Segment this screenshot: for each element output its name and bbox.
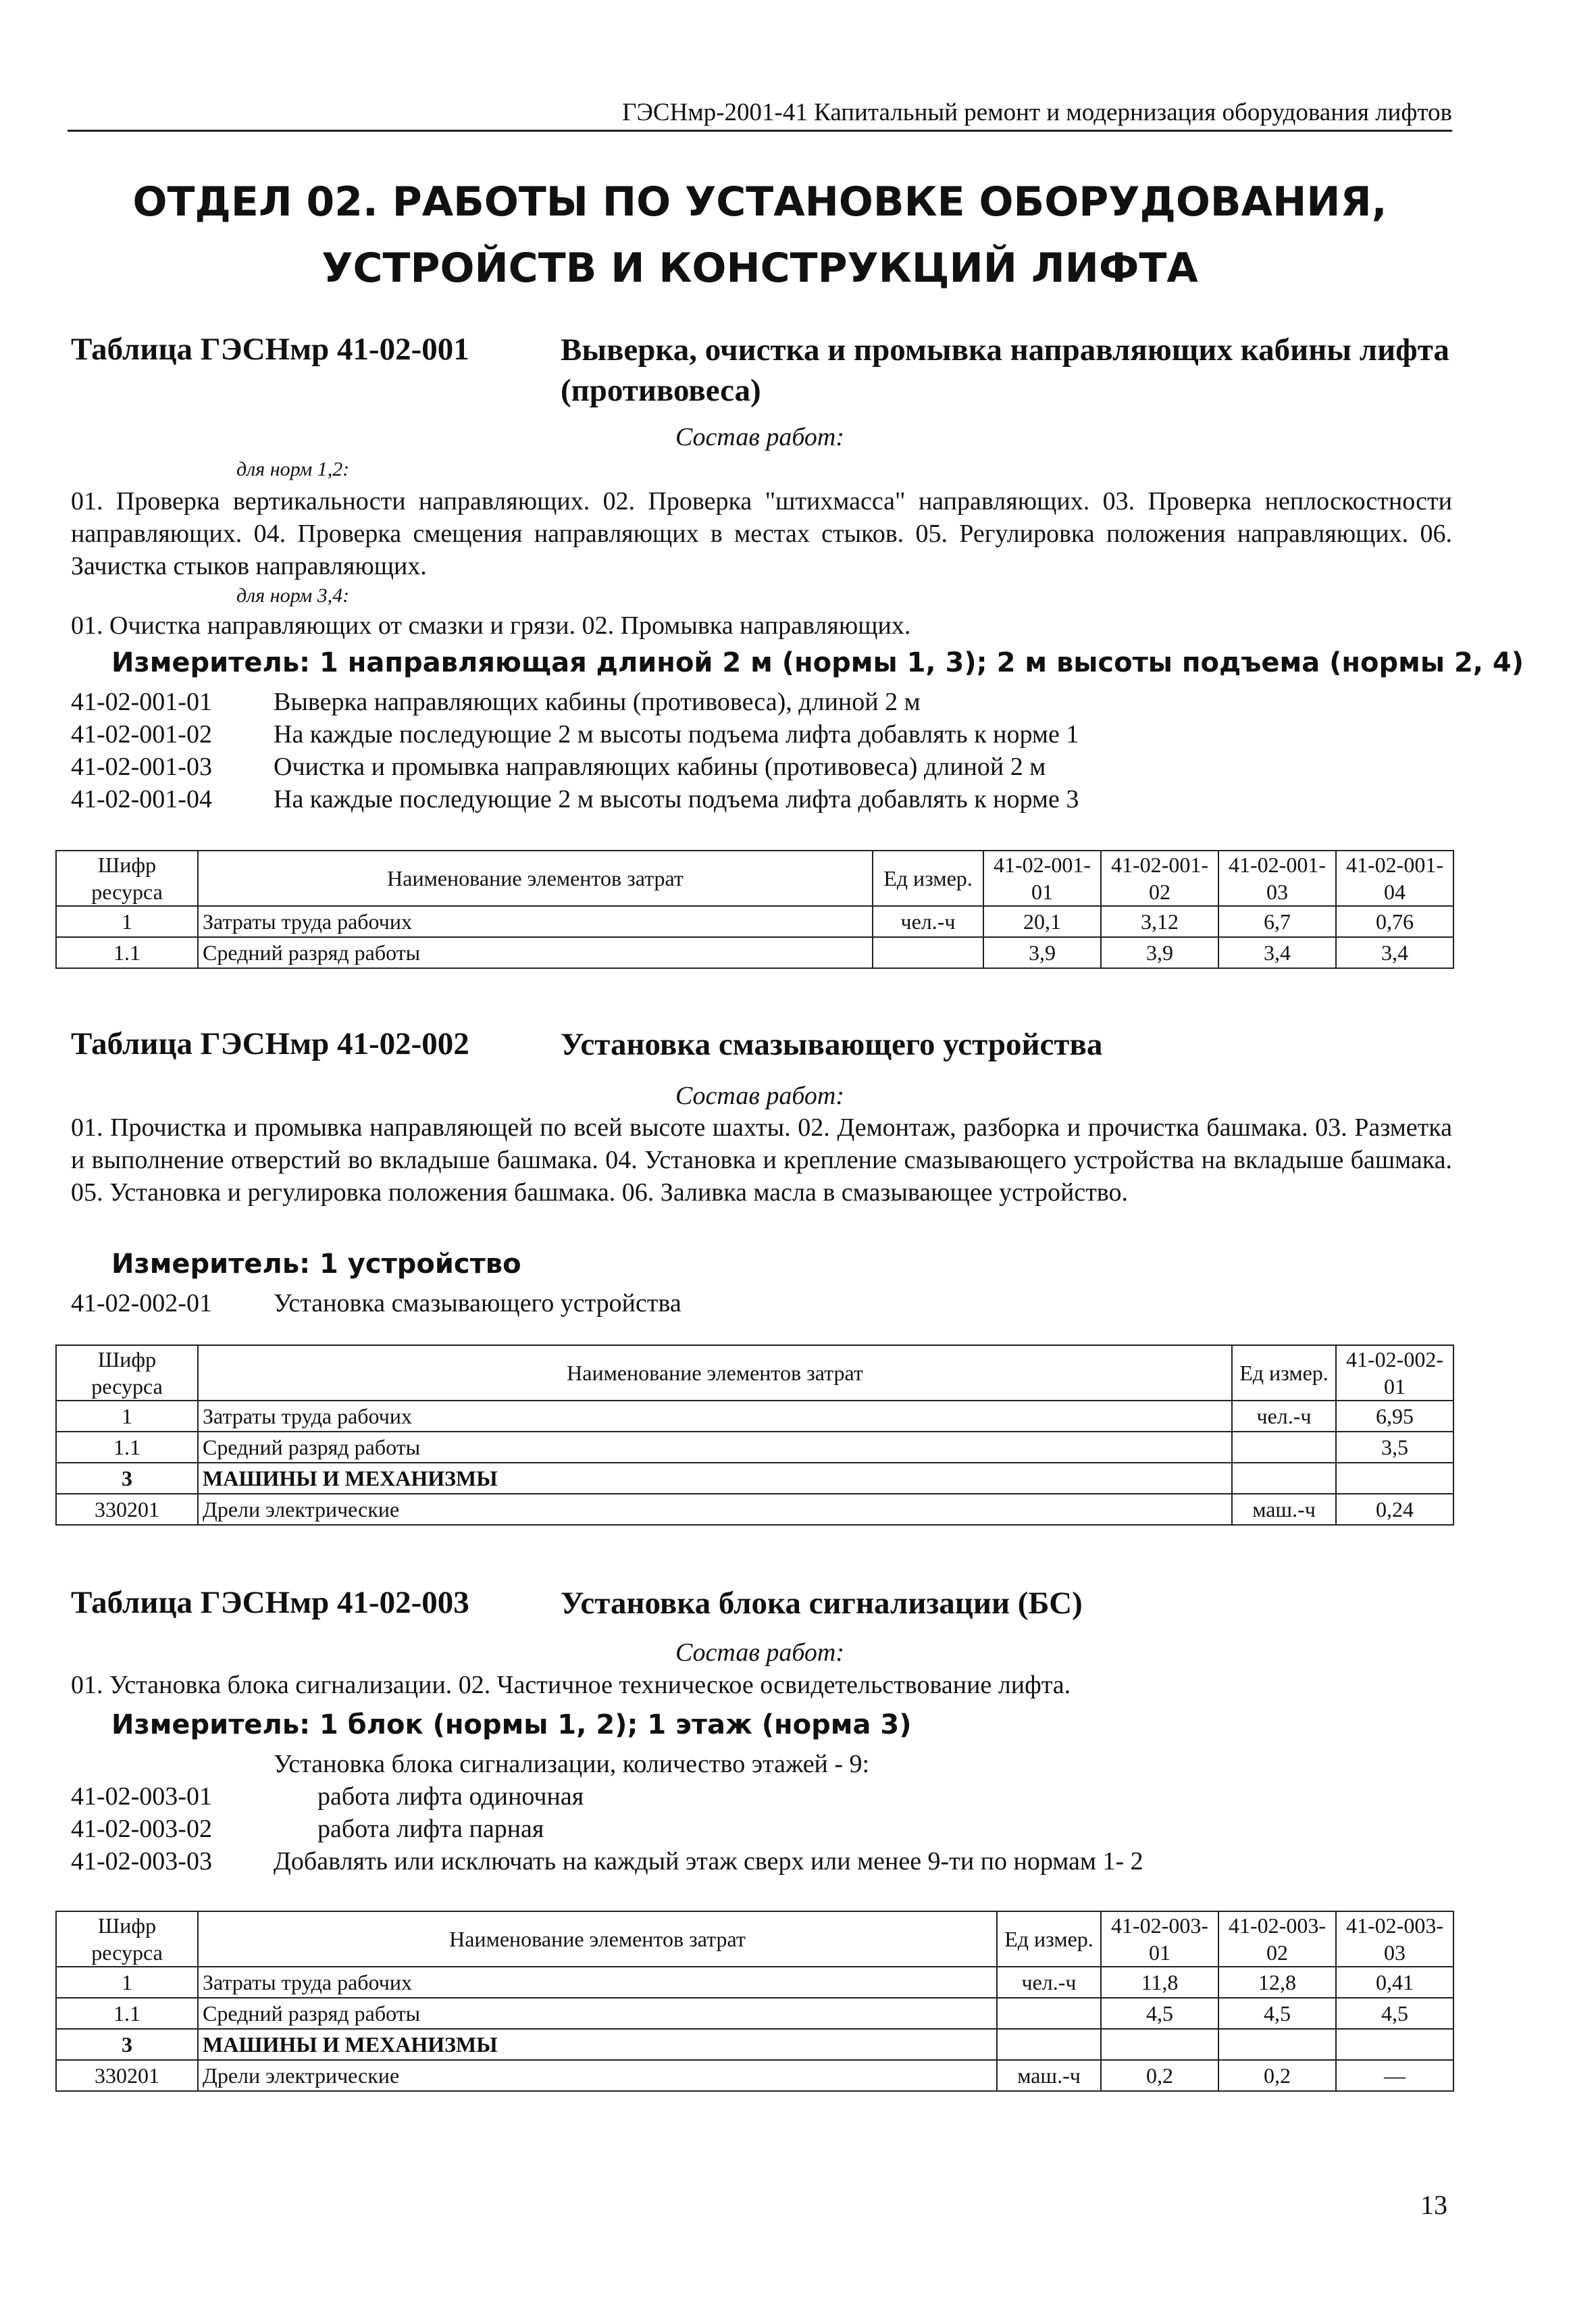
header-col: 41-02-003-01: [1101, 1911, 1218, 1967]
header-name: Наименование элементов затрат: [198, 851, 873, 906]
norm-row: [71, 751, 1046, 783]
row-name: Затраты труда рабочих: [198, 1967, 997, 1998]
header-unit: Ед измер.: [997, 1911, 1101, 1967]
norm-text: На каждые последующие 2 м высоты подъема лифта добавлять к норме 3: [274, 785, 1079, 813]
section-title: [68, 169, 1452, 301]
norm-row: [71, 783, 1079, 815]
resource-table-1: [55, 850, 1454, 969]
table-row: [56, 1463, 1453, 1494]
table-row: [56, 937, 1453, 968]
row-value: 3,9: [1101, 937, 1218, 968]
row-code: 1.1: [56, 937, 198, 968]
row-unit: чел.-ч: [873, 906, 983, 937]
row-unit: [997, 1998, 1101, 2029]
row-code: 1: [56, 1401, 198, 1432]
row-code: 330201: [56, 2060, 198, 2091]
norm-row: [71, 1287, 681, 1319]
section-title-line1: ОТДЕЛ 02. РАБОТЫ ПО УСТАНОВКЕ ОБОРУДОВАНИЯ,: [132, 178, 1387, 226]
header-col: 41-02-001-03: [1218, 851, 1336, 906]
row-value: 0,2: [1218, 2060, 1336, 2091]
table3-works: 01. Установка блока сигнализации. 02. Частичное техническое освидетельствование лифта.: [71, 1671, 1071, 1699]
header-code: Шифр ресурса: [56, 1345, 198, 1401]
row-code: 330201: [56, 1494, 198, 1525]
row-unit: маш.-ч: [997, 2060, 1101, 2091]
norm-text: Установка смазывающего устройства: [274, 1289, 681, 1317]
table3-measure: Измеритель: 1 блок (нормы 1, 2); 1 этаж (норма 3): [111, 1709, 912, 1740]
row-unit: [873, 937, 983, 968]
norm-row: [71, 1813, 544, 1845]
row-value: 4,5: [1101, 1998, 1218, 2029]
header-unit: Ед измер.: [1232, 1345, 1336, 1401]
running-header: ГЭСНмр-2001-41 Капитальный ремонт и модернизация оборудования лифтов: [68, 98, 1452, 132]
row-value: [1336, 1463, 1453, 1494]
table-row: [56, 906, 1453, 937]
table1-label: Таблица ГЭСНмр 41-02-001: [71, 332, 469, 367]
row-unit: [997, 2029, 1101, 2060]
row-value: 0,2: [1101, 2060, 1218, 2091]
row-name: Средний разряд работы: [198, 1432, 1232, 1463]
header-col: 41-02-003-02: [1218, 1911, 1336, 1967]
header-col: 41-02-001-04: [1336, 851, 1453, 906]
header-col: 41-02-003-03: [1336, 1911, 1453, 1967]
table2-measure: Измеритель: 1 устройство: [111, 1249, 521, 1280]
resource-table-3: [55, 1911, 1454, 2092]
row-name: Затраты труда рабочих: [198, 1401, 1232, 1432]
row-code: 1.1: [56, 1998, 198, 2029]
norm-text: Добавлять или исключать на каждый этаж сверх или менее 9-ти по нормам 1- 2: [274, 1847, 1143, 1876]
header-name: Наименование элементов затрат: [198, 1911, 997, 1967]
table3-name: Установка блока сигнализации (БС): [561, 1586, 1083, 1621]
norm-intro: Установка блока сигнализации, количество этажей - 9:: [274, 1750, 870, 1778]
row-value: —: [1336, 2060, 1453, 2091]
norm-code: 41-02-001-04: [71, 785, 212, 813]
row-unit: чел.-ч: [1232, 1401, 1336, 1432]
norm-text: работа лифта парная: [317, 1815, 544, 1843]
row-name: Дрели электрические: [198, 1494, 1232, 1525]
row-unit: [1232, 1432, 1336, 1463]
header-code: Шифр ресурса: [56, 851, 198, 906]
norm-code: 41-02-001-03: [71, 753, 212, 781]
row-name: Затраты труда рабочих: [198, 906, 873, 937]
table2-sostav: Состав работ:: [675, 1082, 845, 1110]
table3-label: Таблица ГЭСНмр 41-02-003: [71, 1585, 469, 1620]
table1-sub2: для норм 3,4:: [236, 584, 350, 607]
row-value: 0,76: [1336, 906, 1453, 937]
row-name: МАШИНЫ И МЕХАНИЗМЫ: [198, 1463, 1232, 1494]
row-unit: маш.-ч: [1232, 1494, 1336, 1525]
row-name: Дрели электрические: [198, 2060, 997, 2091]
table-row: [56, 1432, 1453, 1463]
row-value: 3,4: [1218, 937, 1336, 968]
table-row: [56, 1401, 1453, 1432]
section-title-line2: УСТРОЙСТВ И КОНСТРУКЦИЙ ЛИФТА: [321, 245, 1198, 292]
resource-table-2: [55, 1344, 1454, 1526]
header-col: 41-02-002-01: [1336, 1345, 1453, 1401]
row-value: 3,4: [1336, 937, 1453, 968]
row-value: 11,8: [1101, 1967, 1218, 1998]
table2-works: 01. Прочистка и промывка направляющей по всей высоте шахты. 02. Демонтаж, разборка и прочистка башмака. 03. Разметка и выполнение отверстий во вкладыше башмака. 04. Установка и крепление смазывающего устройства на вкладыше башмака. 05. Установка и регулировка положения башмака. 06. Заливка масла в смазывающее устройство.: [71, 1113, 1452, 1207]
table-row: [56, 2029, 1453, 2060]
row-unit: чел.-ч: [997, 1967, 1101, 1998]
table-row: [56, 1998, 1453, 2029]
row-value: 3,9: [983, 937, 1101, 968]
row-value: 6,95: [1336, 1401, 1453, 1432]
header-col: 41-02-001-02: [1101, 851, 1218, 906]
row-code: 1: [56, 906, 198, 937]
row-name: Средний разряд работы: [198, 937, 873, 968]
row-value: 12,8: [1218, 1967, 1336, 1998]
row-value: [1101, 2029, 1218, 2060]
table1-works-2: 01. Очистка направляющих от смазки и грязи. 02. Промывка направляющих.: [71, 611, 911, 640]
norm-text: На каждые последующие 2 м высоты подъема лифта добавлять к норме 1: [274, 720, 1079, 749]
row-unit: [1232, 1463, 1336, 1494]
row-value: 6,7: [1218, 906, 1336, 937]
norm-row: [71, 718, 1079, 751]
table2-name: Установка смазывающего устройства: [561, 1027, 1103, 1062]
row-value: [1218, 2029, 1336, 2060]
norm-row: [71, 1845, 1143, 1878]
norm-code: 41-02-003-01: [71, 1782, 212, 1811]
table1-works-1: 01. Проверка вертикальности направляющих. 02. Проверка "штихмасса" направляющих. 03. Проверка неплоскостности направляющих. 04. Проверка смещения направляющих в местах стыков. 05. Регулировка положения направляющих. 06. Зачистка стыков направляющих.: [71, 487, 1452, 580]
page-number: 13: [1420, 2190, 1447, 2220]
row-name: МАШИНЫ И МЕХАНИЗМЫ: [198, 2029, 997, 2060]
norm-code: 41-02-003-02: [71, 1815, 212, 1843]
row-code: 1.1: [56, 1432, 198, 1463]
norm-row: [71, 686, 921, 718]
row-code: 3: [56, 2029, 198, 2060]
row-value: 4,5: [1336, 1998, 1453, 2029]
norm-code: 41-02-002-01: [71, 1289, 212, 1317]
norm-row: [71, 1780, 584, 1813]
row-code: 1: [56, 1967, 198, 1998]
row-code: 3: [56, 1463, 198, 1494]
header-code: Шифр ресурса: [56, 1911, 198, 1967]
row-value: 0,24: [1336, 1494, 1453, 1525]
header-unit: Ед измер.: [873, 851, 983, 906]
row-value: 0,41: [1336, 1967, 1453, 1998]
header-name: Наименование элементов затрат: [198, 1345, 1232, 1401]
norm-code: 41-02-001-01: [71, 688, 212, 716]
norm-text: работа лифта одиночная: [317, 1782, 584, 1811]
norm-text: Выверка направляющих кабины (противовеса), длиной 2 м: [274, 688, 921, 716]
table1-sub1: для норм 1,2:: [236, 458, 350, 480]
table-row: [56, 1494, 1453, 1525]
table-row: [56, 2060, 1453, 2091]
row-value: [1336, 2029, 1453, 2060]
row-value: 4,5: [1218, 1998, 1336, 2029]
header-col: 41-02-001-01: [983, 851, 1101, 906]
norm-text: Очистка и промывка направляющих кабины (противовеса) длиной 2 м: [274, 753, 1046, 781]
row-value: 3,12: [1101, 906, 1218, 937]
table1-name: Выверка, очистка и промывка направляющих кабины лифта (противовеса): [561, 332, 1449, 408]
table3-sostav: Состав работ:: [675, 1638, 845, 1667]
table1-sostav: Состав работ:: [675, 423, 845, 451]
table-row: [56, 1967, 1453, 1998]
table1-measure: Измеритель: 1 направляющая длиной 2 м (нормы 1, 3); 2 м высоты подъема (нормы 2, 4): [111, 647, 1524, 678]
row-value: 3,5: [1336, 1432, 1453, 1463]
norm-code: 41-02-003-03: [71, 1847, 212, 1876]
norm-code: 41-02-001-02: [71, 720, 212, 749]
table2-label: Таблица ГЭСНмр 41-02-002: [71, 1026, 469, 1061]
row-value: 20,1: [983, 906, 1101, 937]
row-name: Средний разряд работы: [198, 1998, 997, 2029]
